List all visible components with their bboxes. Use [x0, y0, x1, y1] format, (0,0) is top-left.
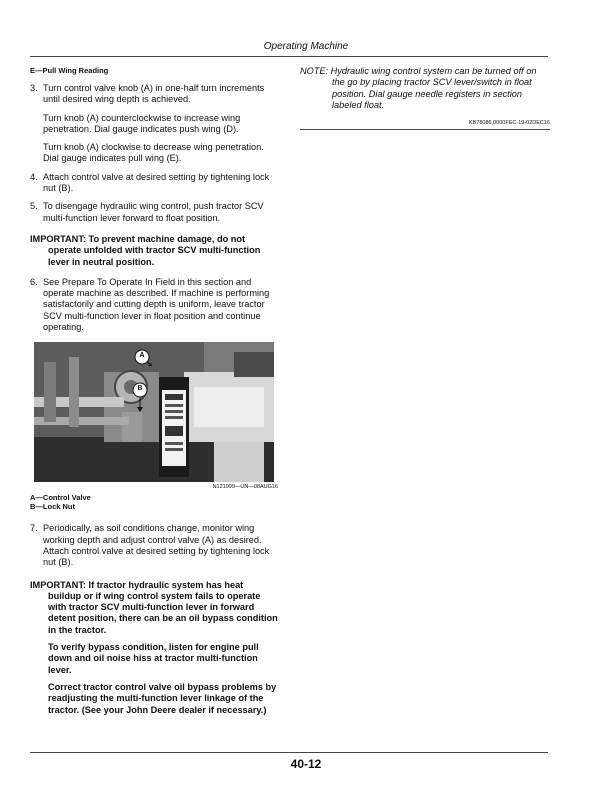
note-text: Hydraulic wing control system can be turned off on the go by placing tractor SCV lever/switch in float position. Dial gauge needle registers in section labeled float. — [330, 66, 537, 110]
step-number: 3. — [30, 83, 38, 93]
important-label: IMPORTANT: — [30, 579, 86, 590]
important-label: IMPORTANT: — [30, 233, 86, 244]
step-4 — [30, 172, 278, 195]
legend-item-b: B—Lock Nut — [30, 502, 75, 512]
note-paragraph — [300, 66, 550, 111]
footer-divider — [30, 752, 548, 753]
page-header-title: Operating Machine — [263, 41, 349, 52]
step-3-subparagraph-1: Turn knob (A) counterclockwise to increase wing penetration. Dial gauge indicates push wing (D). — [43, 112, 241, 134]
step-7 — [30, 523, 278, 568]
step-number: 4. — [30, 171, 38, 182]
step-6 — [30, 277, 278, 333]
note-divider — [300, 129, 550, 130]
step-number: 6. — [30, 276, 38, 287]
figure-legend — [30, 493, 278, 511]
note-label: NOTE: — [300, 66, 329, 76]
step-text: Attach control valve at desired setting by tightening lock nut (B). — [43, 171, 270, 194]
important-notice-1 — [30, 234, 278, 268]
callout-a-label: A — [139, 352, 145, 360]
callout-b-label: B — [137, 385, 143, 393]
figure-caption-label: E—Pull Wing Reading — [30, 66, 109, 75]
control-valve-photo — [34, 342, 274, 482]
legend-item-a: A—Control Valve — [30, 493, 91, 503]
step-text: To disengage hydraulic wing control, push tractor SCV multi-function lever forward to float position. — [43, 201, 264, 223]
important-notice-2 — [30, 580, 278, 716]
right-column — [300, 66, 550, 130]
important-paragraph-2: To verify bypass condition, listen for engine pull down and oil noise hiss at tractor multi-function lever. — [48, 642, 259, 675]
control-valve-illustration — [34, 342, 274, 482]
step-5 — [30, 201, 278, 224]
step-text: Periodically, as soil conditions change, monitor wing working depth and adjust control valve (A) as desired. Attach control valve at desired setting by tightening lock nut (B). — [43, 523, 270, 568]
step-text: Turn control valve knob (A) in one-half turn increments until desired wing depth is achieved. — [43, 83, 265, 105]
step-3 — [30, 83, 278, 106]
important-paragraph-3: Correct tractor control valve oil bypass problems by readjusting the multi-function lever linkage of the tractor. (See your John Deere dealer if necessary.) — [48, 681, 277, 715]
header-divider — [30, 56, 548, 57]
left-column — [30, 66, 278, 725]
page-number: 40-12 — [290, 757, 322, 771]
figure-id: N121999—UN—08AUG16 — [212, 484, 278, 491]
note-reference-id: KB78086,0000FEC-19-02DEC16 — [468, 120, 550, 127]
important-text: If tractor hydraulic system has heat buildup or if wing control system fails to operate with tractor SCV multi-function lever in forward detent position, there can be an oil bypass condition in the tractor. — [48, 579, 278, 635]
step-text: See Prepare To Operate In Field in this section and operate machine as described. If machine is performing satisfactorily and cutting depth is uniform, leave tractor SCV multi-function lever in float position and continue operating. — [43, 276, 270, 333]
important-text: To prevent machine damage, do not operate unfolded with tractor SCV multi-function lever in neutral position. — [48, 233, 261, 267]
step-3-subparagraph-2: Turn knob (A) clockwise to decrease wing penetration. Dial gauge indicates pull wing (E). — [43, 142, 264, 164]
step-number: 5. — [30, 201, 38, 212]
step-number: 7. — [30, 523, 38, 534]
